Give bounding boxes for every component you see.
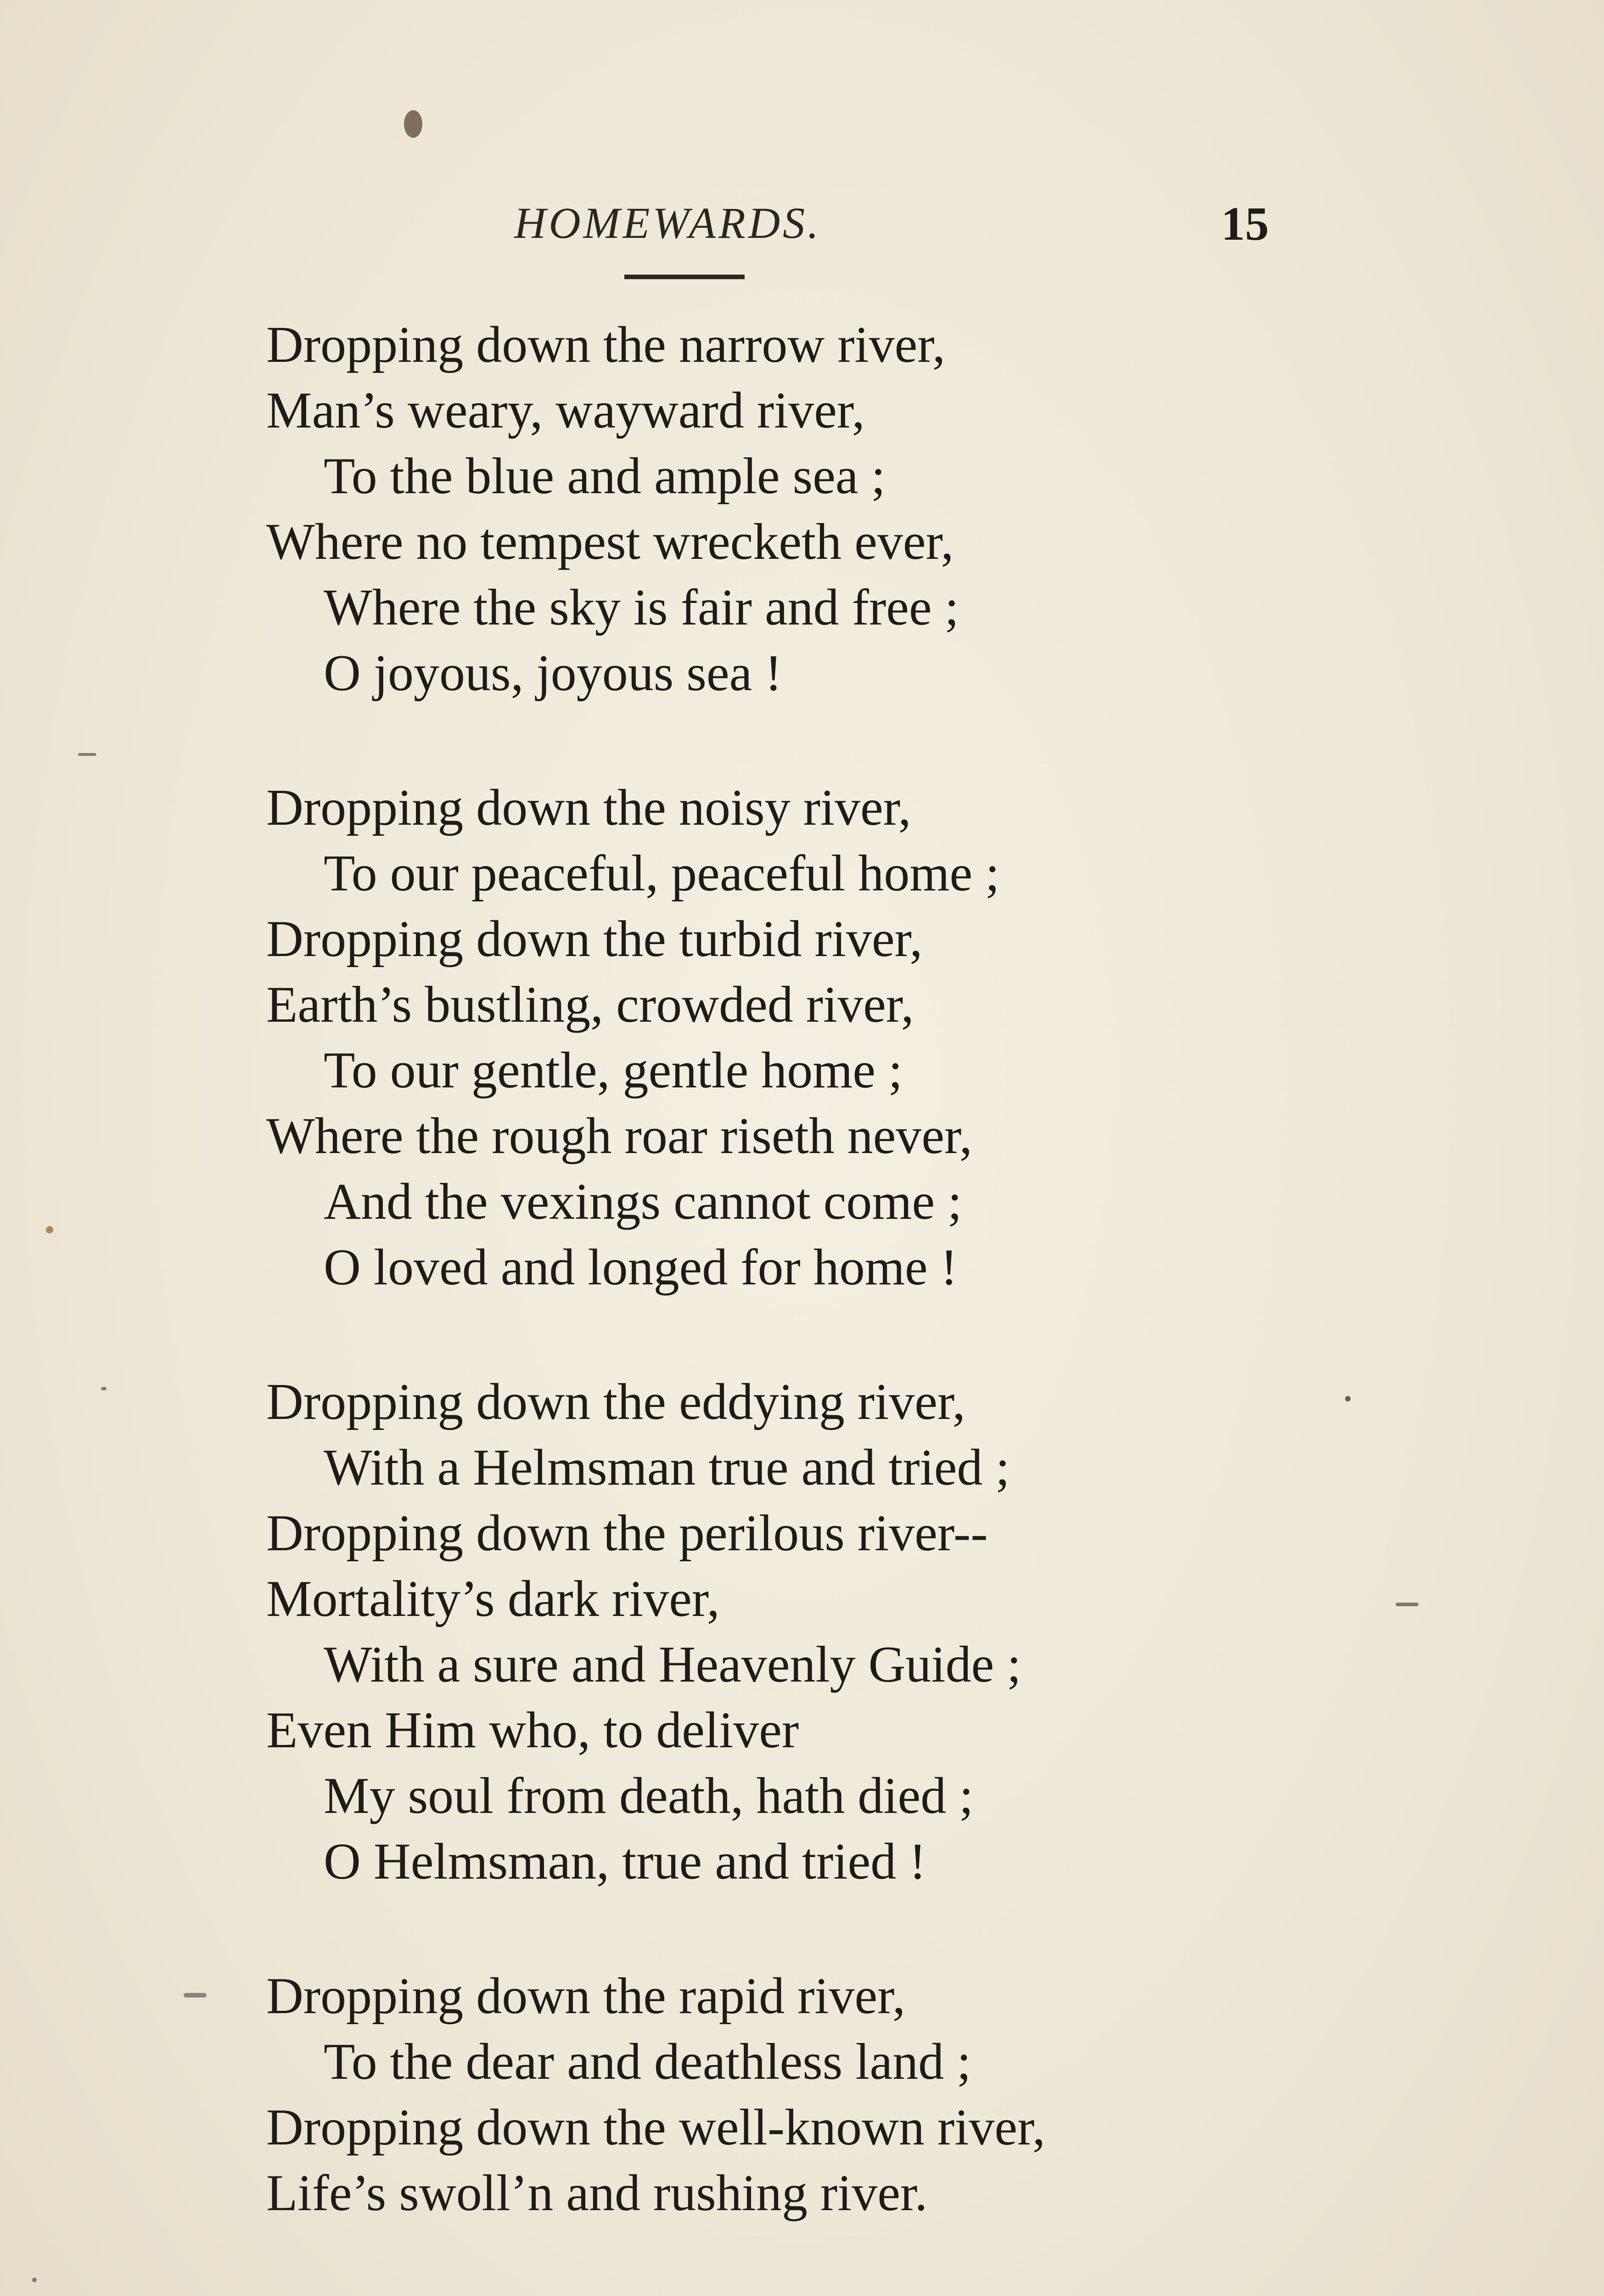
poem-line: Dropping down the turbid river, [266,911,923,968]
poem-line: O Helmsman, true and tried ! [324,1833,926,1890]
page-number: 15 [1221,197,1269,250]
poem-line: Dropping down the well-known river, [266,2099,1045,2156]
foxing-spot [46,1226,53,1233]
page-header [0,193,1604,257]
foxing-spot [1396,1603,1419,1606]
stanza [266,775,1230,1300]
poem-line: My soul from death, hath died ; [324,1767,974,1824]
poem-line: To our peaceful, peaceful home ; [324,845,1000,902]
poem-line: Man’s weary, wayward river, [266,382,865,439]
stanza [266,312,1230,706]
foxing-spot [78,753,96,756]
poem-line: O joyous, joyous sea ! [324,645,782,702]
poem-line: With a Helmsman true and tried ; [324,1439,1010,1496]
poem-line: Dropping down the rapid river, [266,1968,906,2025]
poem-line: Dropping down the narrow river, [266,316,946,373]
poem-line: To the blue and ample sea ; [324,448,886,505]
poem-line: Where the rough roar riseth never, [266,1108,972,1165]
foxing-spot [32,2278,37,2282]
poem-line: Dropping down the perilous river-- [266,1505,988,1562]
poem-line: To the dear and deathless land ; [324,2033,971,2090]
poem-line: To our gentle, gentle home ; [324,1042,903,1099]
poem-line: Dropping down the eddying river, [266,1373,965,1430]
poem-body [266,312,1230,2295]
foxing-spot [184,1993,207,1998]
poem-line: Even Him who, to deliver [266,1702,799,1759]
stanza [266,1964,1230,2226]
foxing-spot [101,1387,107,1390]
poem-line: Mortality’s dark river, [266,1570,720,1627]
poem-line: And the vexings cannot come ; [324,1173,962,1230]
foxing-spot [1345,1396,1351,1401]
poem-line: With a sure and Heavenly Guide ; [324,1636,1021,1693]
ink-blot [404,110,422,138]
poem-line: Life’s swoll’n and rushing river. [266,2165,928,2222]
poem-line: Where no tempest wrecketh ever, [266,513,954,570]
header-rule [624,275,745,279]
poem-line: O loved and longed for home ! [324,1239,958,1296]
poem-line: Dropping down the noisy river, [266,779,911,836]
poem-line: Earth’s bustling, crowded river, [266,976,914,1033]
stanza [266,1369,1230,1895]
poem-line: Where the sky is fair and free ; [324,579,959,636]
running-title: HOMEWARDS. [514,198,822,248]
